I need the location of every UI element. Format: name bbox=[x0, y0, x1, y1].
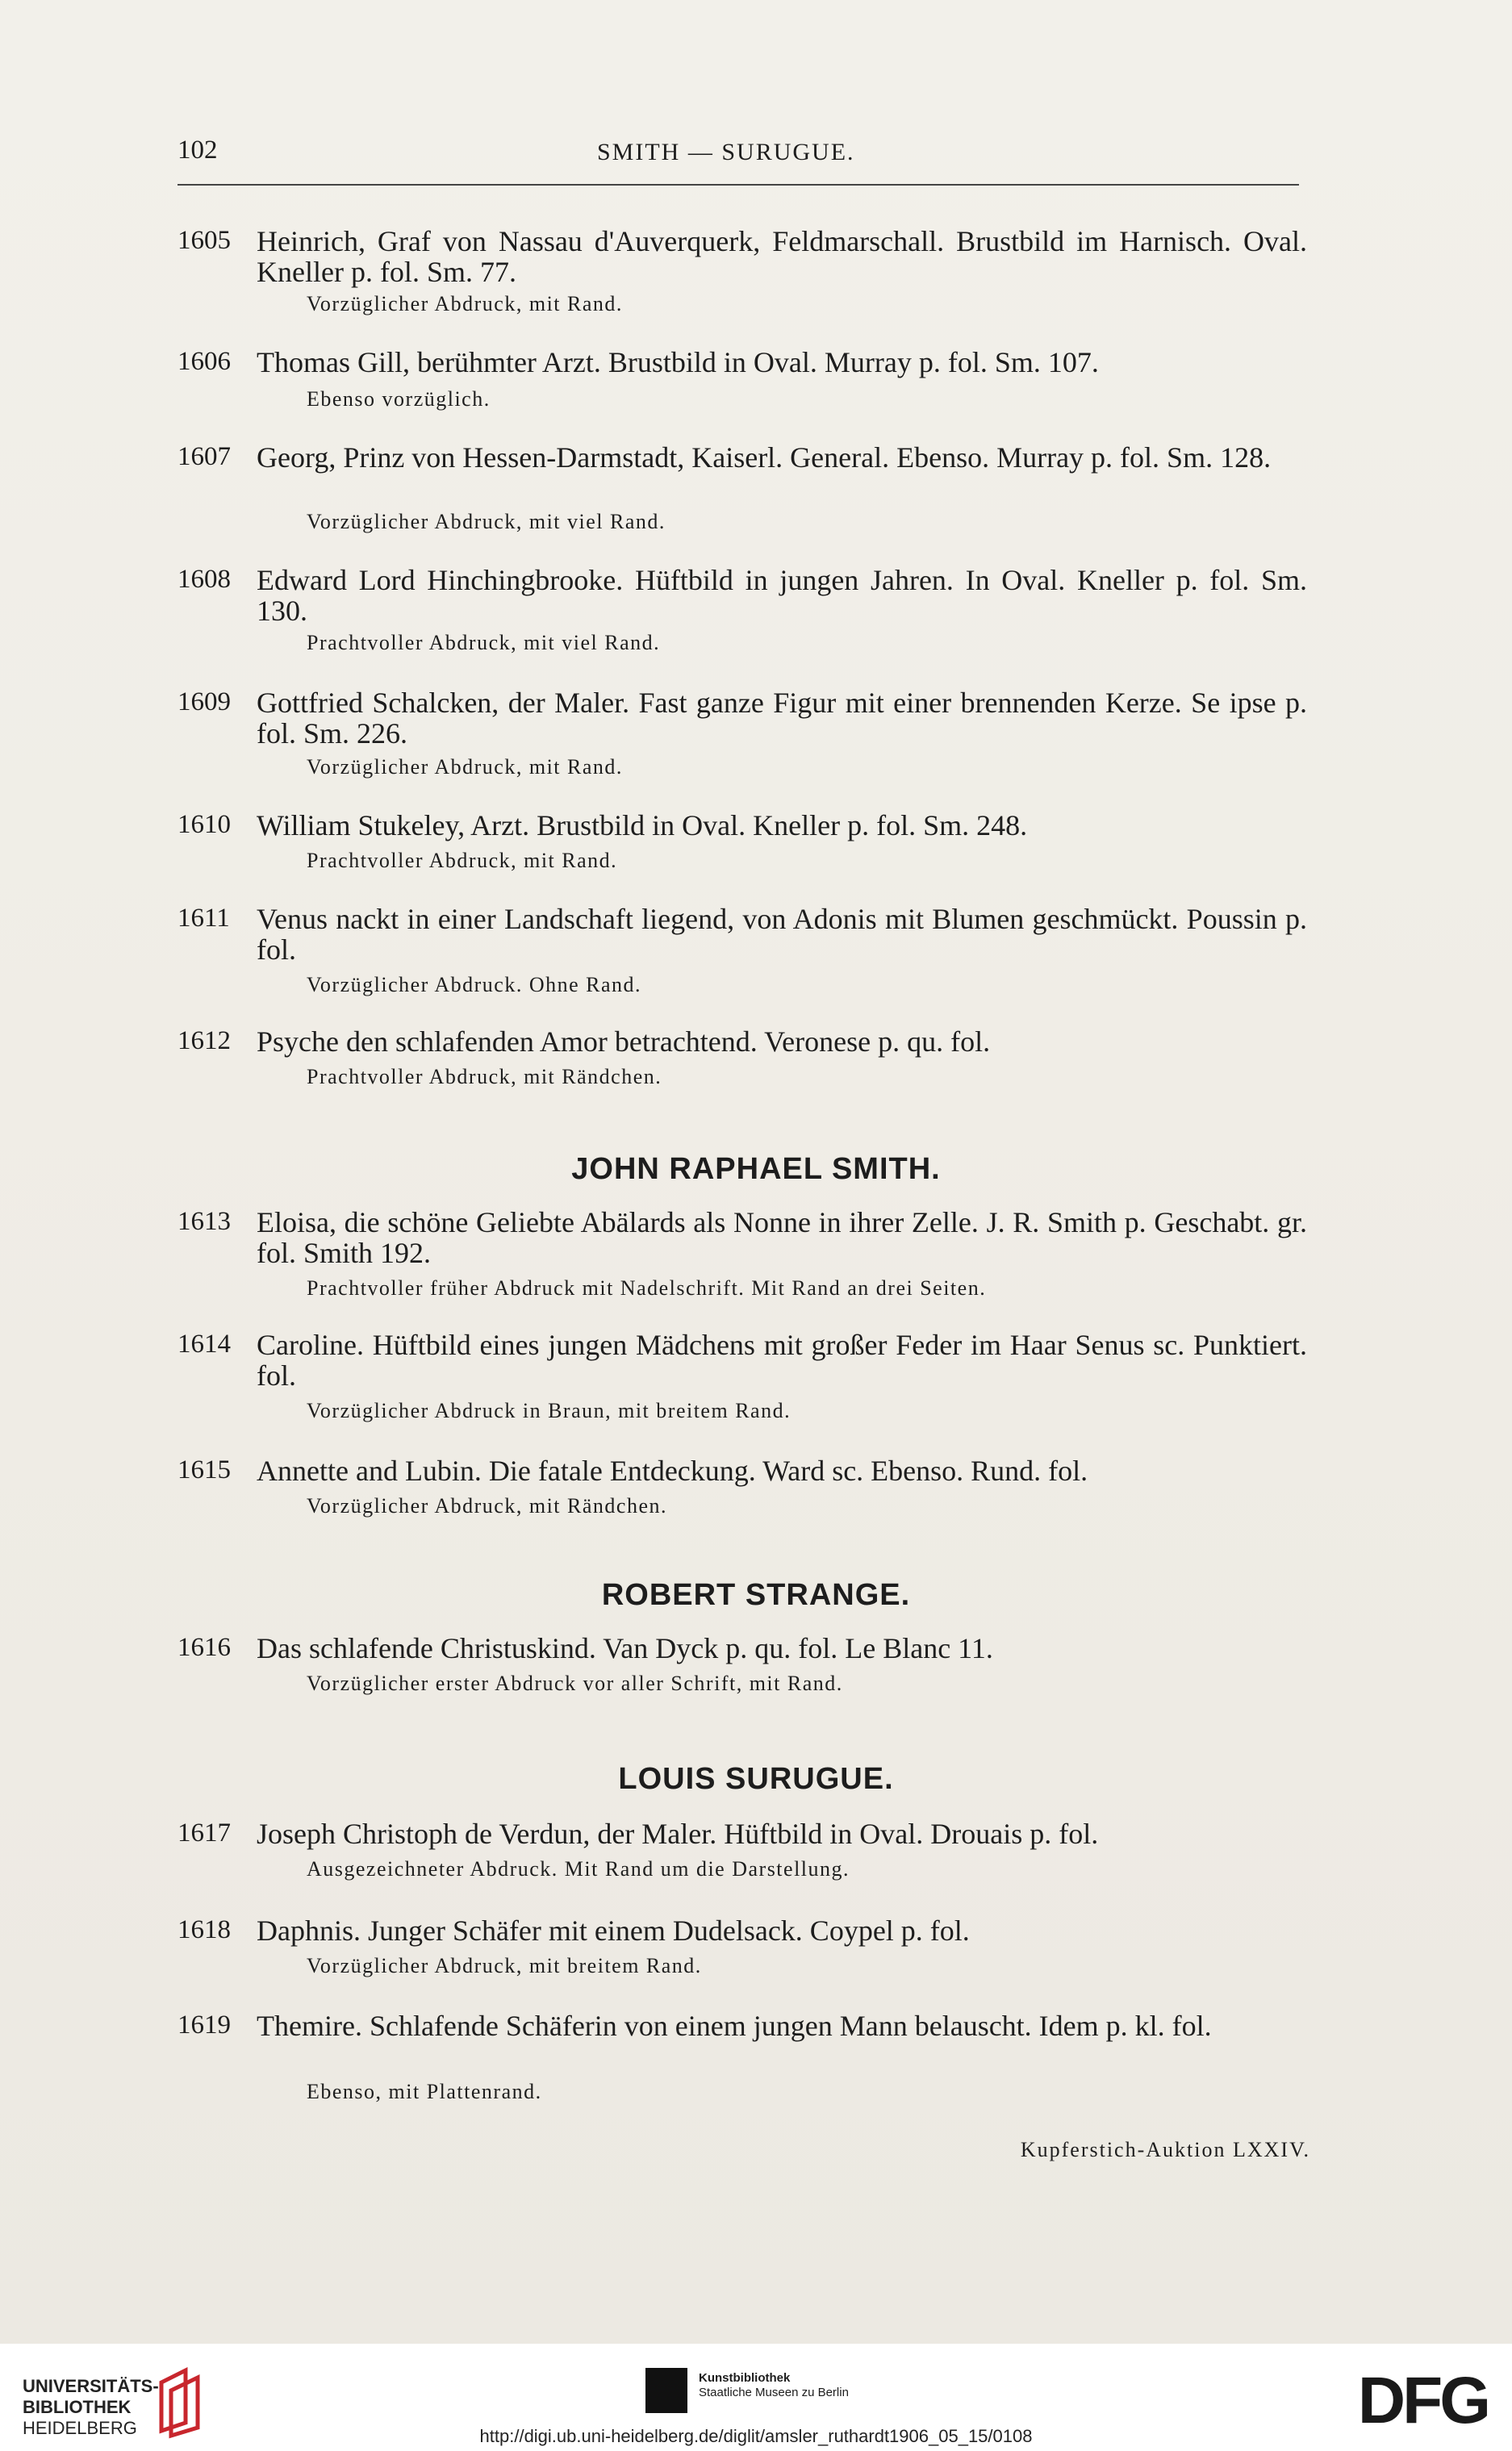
entry-number: 1619 bbox=[178, 2010, 231, 2040]
entry-condition-note: Vorzüglicher Abdruck, mit breitem Rand. bbox=[307, 1954, 702, 1977]
entry-number: 1618 bbox=[178, 1915, 231, 1944]
kb-title: Kunstbibliothek bbox=[699, 2371, 791, 2385]
running-title: SMITH — SURUGUE. bbox=[597, 139, 855, 165]
entry-number: 1607 bbox=[178, 442, 231, 471]
entry-description: Psyche den schlafenden Amor betrachtend. Veronese p. qu. fol. bbox=[257, 1025, 991, 1058]
entry-description: Edward Lord Hinchingbrooke. Hüftbild in jungen Jahren. In Oval. Kneller p. fol. Sm. 130. bbox=[257, 564, 1307, 627]
entry-description: Venus nackt in einer Landschaft liegend, von Adonis mit Blumen geschmückt. Poussin p. fol. bbox=[257, 903, 1307, 966]
header-rule bbox=[178, 184, 1299, 186]
entry-description: Heinrich, Graf von Nassau d'Auverquerk, Feldmarschall. Brustbild im Harnisch. Oval. Kneller p. fol. Sm. 77. bbox=[257, 225, 1307, 288]
entry-number: 1617 bbox=[178, 1818, 231, 1848]
entry-description: Caroline. Hüftbild eines jungen Mädchens mit großer Feder im Haar Senus sc. Punktiert. fol. bbox=[257, 1329, 1307, 1392]
entry-condition-note: Vorzüglicher erster Abdruck vor aller Schrift, mit Rand. bbox=[307, 1672, 843, 1695]
entry-description: Das schlafende Christuskind. Van Dyck p. qu. fol. Le Blanc 11. bbox=[257, 1632, 993, 1664]
entry-number: 1609 bbox=[178, 687, 231, 716]
entry-condition-note: Vorzüglicher Abdruck, mit Rand. bbox=[307, 755, 623, 779]
digitization-footer bbox=[0, 2344, 1512, 2451]
entry-condition-note: Vorzüglicher Abdruck, mit Rand. bbox=[307, 292, 623, 315]
entry-number: 1608 bbox=[178, 565, 231, 594]
page-number: 102 bbox=[178, 136, 218, 165]
entry-description: Joseph Christoph de Verdun, der Maler. Hüftbild in Oval. Drouais p. fol. bbox=[257, 1818, 1099, 1850]
entry-condition-note: Vorzüglicher Abdruck, mit viel Rand. bbox=[307, 510, 666, 533]
entry-condition-note: Ebenso vorzüglich. bbox=[307, 387, 491, 411]
section-heading: ROBERT STRANGE. bbox=[601, 1578, 911, 1612]
entry-description: Georg, Prinz von Hessen-Darmstadt, Kaiserl. General. Ebenso. Murray p. fol. Sm. 128. bbox=[257, 441, 1272, 474]
ub-line-1: UNIVERSITÄTS- bbox=[23, 2376, 159, 2396]
dfg-logo[interactable]: DFG bbox=[1357, 2364, 1488, 2437]
ub-line-2: BIBLIOTHEK bbox=[23, 2397, 132, 2417]
entry-description: Gottfried Schalcken, der Maler. Fast ganze Figur mit einer brennenden Kerze. Se ipse p. fol. Sm. 226. bbox=[257, 687, 1307, 749]
section-heading: JOHN RAPHAEL SMITH. bbox=[571, 1152, 941, 1186]
ub-line-3: HEIDELBERG bbox=[23, 2418, 137, 2438]
entry-description: Daphnis. Junger Schäfer mit einem Dudelsack. Coypel p. fol. bbox=[257, 1914, 970, 1947]
entry-description: William Stukeley, Arzt. Brustbild in Oval. Kneller p. fol. Sm. 248. bbox=[257, 809, 1028, 841]
entry-number: 1614 bbox=[178, 1330, 231, 1359]
entry-condition-note: Vorzüglicher Abdruck in Braun, mit breitem Rand. bbox=[307, 1399, 792, 1422]
kunstbibliothek-text bbox=[699, 2371, 941, 2400]
entry-condition-note: Prachtvoller Abdruck, mit viel Rand. bbox=[307, 631, 661, 654]
entry-number: 1613 bbox=[178, 1207, 231, 1236]
permalink-url[interactable]: http://digi.ub.uni-heidelberg.de/diglit/amsler_ruthardt1906_05_15/0108 bbox=[479, 2426, 1033, 2446]
entry-number: 1610 bbox=[178, 810, 231, 839]
section-heading: LOUIS SURUGUE. bbox=[618, 1762, 894, 1796]
entry-condition-note: Vorzüglicher Abdruck, mit Rändchen. bbox=[307, 1494, 667, 1518]
entry-condition-note: Ausgezeichneter Abdruck. Mit Rand um die Darstellung. bbox=[307, 1857, 850, 1881]
entry-number: 1616 bbox=[178, 1633, 231, 1662]
entry-condition-note: Prachtvoller früher Abdruck mit Nadelschrift. Mit Rand an drei Seiten. bbox=[307, 1276, 987, 1300]
catalog-footnote: Kupferstich-Auktion LXXIV. bbox=[1020, 2138, 1310, 2161]
kb-subtitle: Staatliche Museen zu Berlin bbox=[699, 2386, 849, 2399]
page-header bbox=[178, 136, 1299, 176]
entry-description: Thomas Gill, berühmter Arzt. Brustbild in Oval. Murray p. fol. Sm. 107. bbox=[257, 346, 1099, 378]
entry-description: Eloisa, die schöne Geliebte Abälards als Nonne in ihrer Zelle. J. R. Smith p. Geschabt. gr. fol. Smith 192. bbox=[257, 1206, 1307, 1269]
entry-condition-note: Vorzüglicher Abdruck. Ohne Rand. bbox=[307, 973, 642, 996]
entry-condition-note: Ebenso, mit Plattenrand. bbox=[307, 2080, 542, 2103]
entry-number: 1611 bbox=[178, 904, 230, 933]
entry-number: 1612 bbox=[178, 1026, 231, 1055]
entry-description: Annette and Lubin. Die fatale Entdeckung. Ward sc. Ebenso. Rund. fol. bbox=[257, 1455, 1088, 1487]
entry-description: Themire. Schlafende Schäferin von einem jungen Mann belauscht. Idem p. kl. fol. bbox=[257, 2010, 1212, 2042]
entry-number: 1606 bbox=[178, 347, 231, 376]
kunstbibliothek-mark-icon bbox=[645, 2368, 687, 2413]
entry-number: 1605 bbox=[178, 226, 231, 255]
entry-condition-note: Prachtvoller Abdruck, mit Rand. bbox=[307, 849, 618, 872]
entry-number: 1615 bbox=[178, 1455, 231, 1484]
entry-condition-note: Prachtvoller Abdruck, mit Rändchen. bbox=[307, 1065, 662, 1088]
